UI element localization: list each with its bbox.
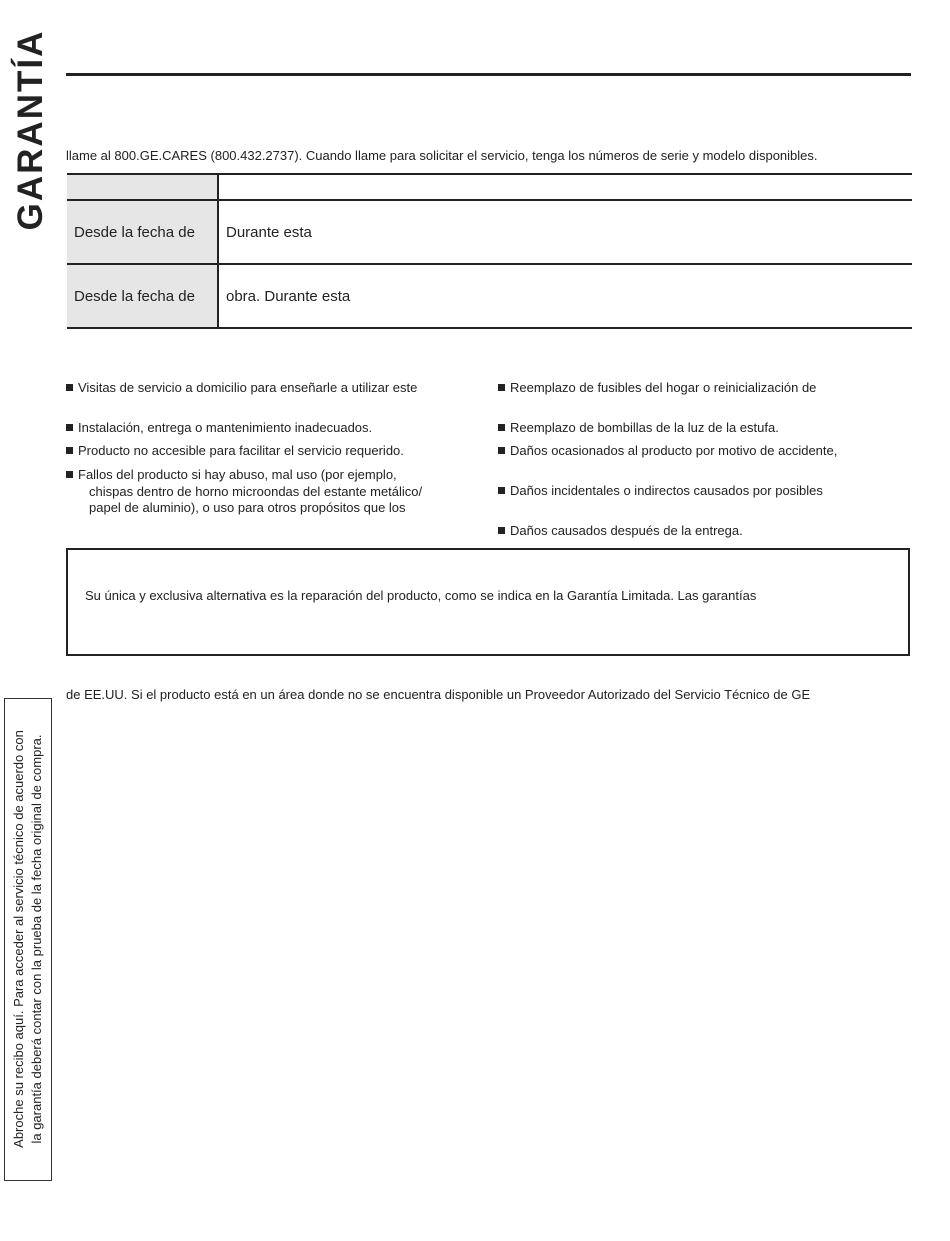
table-header-cell bbox=[67, 174, 218, 200]
list-item: Daños ocasionados al producto por motivo de accidente, bbox=[498, 443, 837, 458]
list-item: Instalación, entrega o mantenimiento inadecuados. bbox=[66, 420, 372, 435]
bullet-square-icon bbox=[66, 447, 73, 454]
table-header-cell bbox=[218, 174, 912, 200]
bullet-square-icon bbox=[66, 471, 73, 478]
receipt-note-line: la garantía deberá contar con la prueba de la fecha original de compra. bbox=[29, 734, 44, 1144]
list-item: Producto no accesible para facilitar el servicio requerido. bbox=[66, 443, 404, 458]
list-item: Reemplazo de fusibles del hogar o reinicialización de bbox=[498, 380, 816, 395]
warranty-table bbox=[67, 173, 912, 329]
list-item: Visitas de servicio a domicilio para enseñarle a utilizar este bbox=[66, 380, 417, 395]
list-item: Reemplazo de bombillas de la luz de la estufa. bbox=[498, 420, 779, 435]
table-header-row bbox=[67, 174, 912, 200]
bullet-square-icon bbox=[498, 487, 505, 494]
bullet-square-icon bbox=[498, 447, 505, 454]
bullet-square-icon bbox=[498, 384, 505, 391]
top-rule bbox=[66, 73, 911, 76]
bullet-square-icon bbox=[66, 424, 73, 431]
table-row bbox=[67, 200, 912, 264]
bullet-square-icon bbox=[498, 424, 505, 431]
list-item: Fallos del producto si hay abuso, mal uso (por ejemplo, bbox=[66, 467, 397, 482]
table-cell-period: Desde la fecha de bbox=[67, 264, 218, 328]
table-cell-period: Desde la fecha de bbox=[67, 200, 218, 264]
receipt-staple-box bbox=[4, 698, 52, 1181]
side-title-text: GARANTÍA bbox=[11, 29, 50, 231]
receipt-note-line: Abroche su recibo aquí. Para acceder al servicio técnico de acuerdo con bbox=[11, 730, 26, 1148]
receipt-note bbox=[10, 704, 46, 1174]
list-item: Daños incidentales o indirectos causados por posibles bbox=[498, 483, 823, 498]
list-item-continuation: papel de aluminio), o uso para otros propósitos que los bbox=[89, 500, 406, 515]
table-cell-coverage: Durante esta bbox=[218, 200, 912, 264]
remedy-box bbox=[66, 548, 910, 656]
table-cell-coverage: obra. Durante esta bbox=[218, 264, 912, 328]
list-item: Daños causados después de la entrega. bbox=[498, 523, 743, 538]
remedy-text: Su única y exclusiva alternativa es la reparación del producto, como se indica en la Garantía Limitada. Las garantías bbox=[85, 588, 757, 603]
side-title bbox=[4, 29, 54, 231]
bullet-square-icon bbox=[66, 384, 73, 391]
list-item-continuation: chispas dentro de horno microondas del estante metálico/ bbox=[89, 484, 423, 499]
table-row bbox=[67, 264, 912, 328]
intro-text: llame al 800.GE.CARES (800.432.2737). Cuando llame para solicitar el servicio, tenga los números de serie y modelo disponibles. bbox=[66, 148, 818, 163]
service-area-text: de EE.UU. Si el producto está en un área donde no se encuentra disponible un Proveedor Autorizado del Servicio Técnico de GE bbox=[66, 687, 811, 702]
bullet-square-icon bbox=[498, 527, 505, 534]
